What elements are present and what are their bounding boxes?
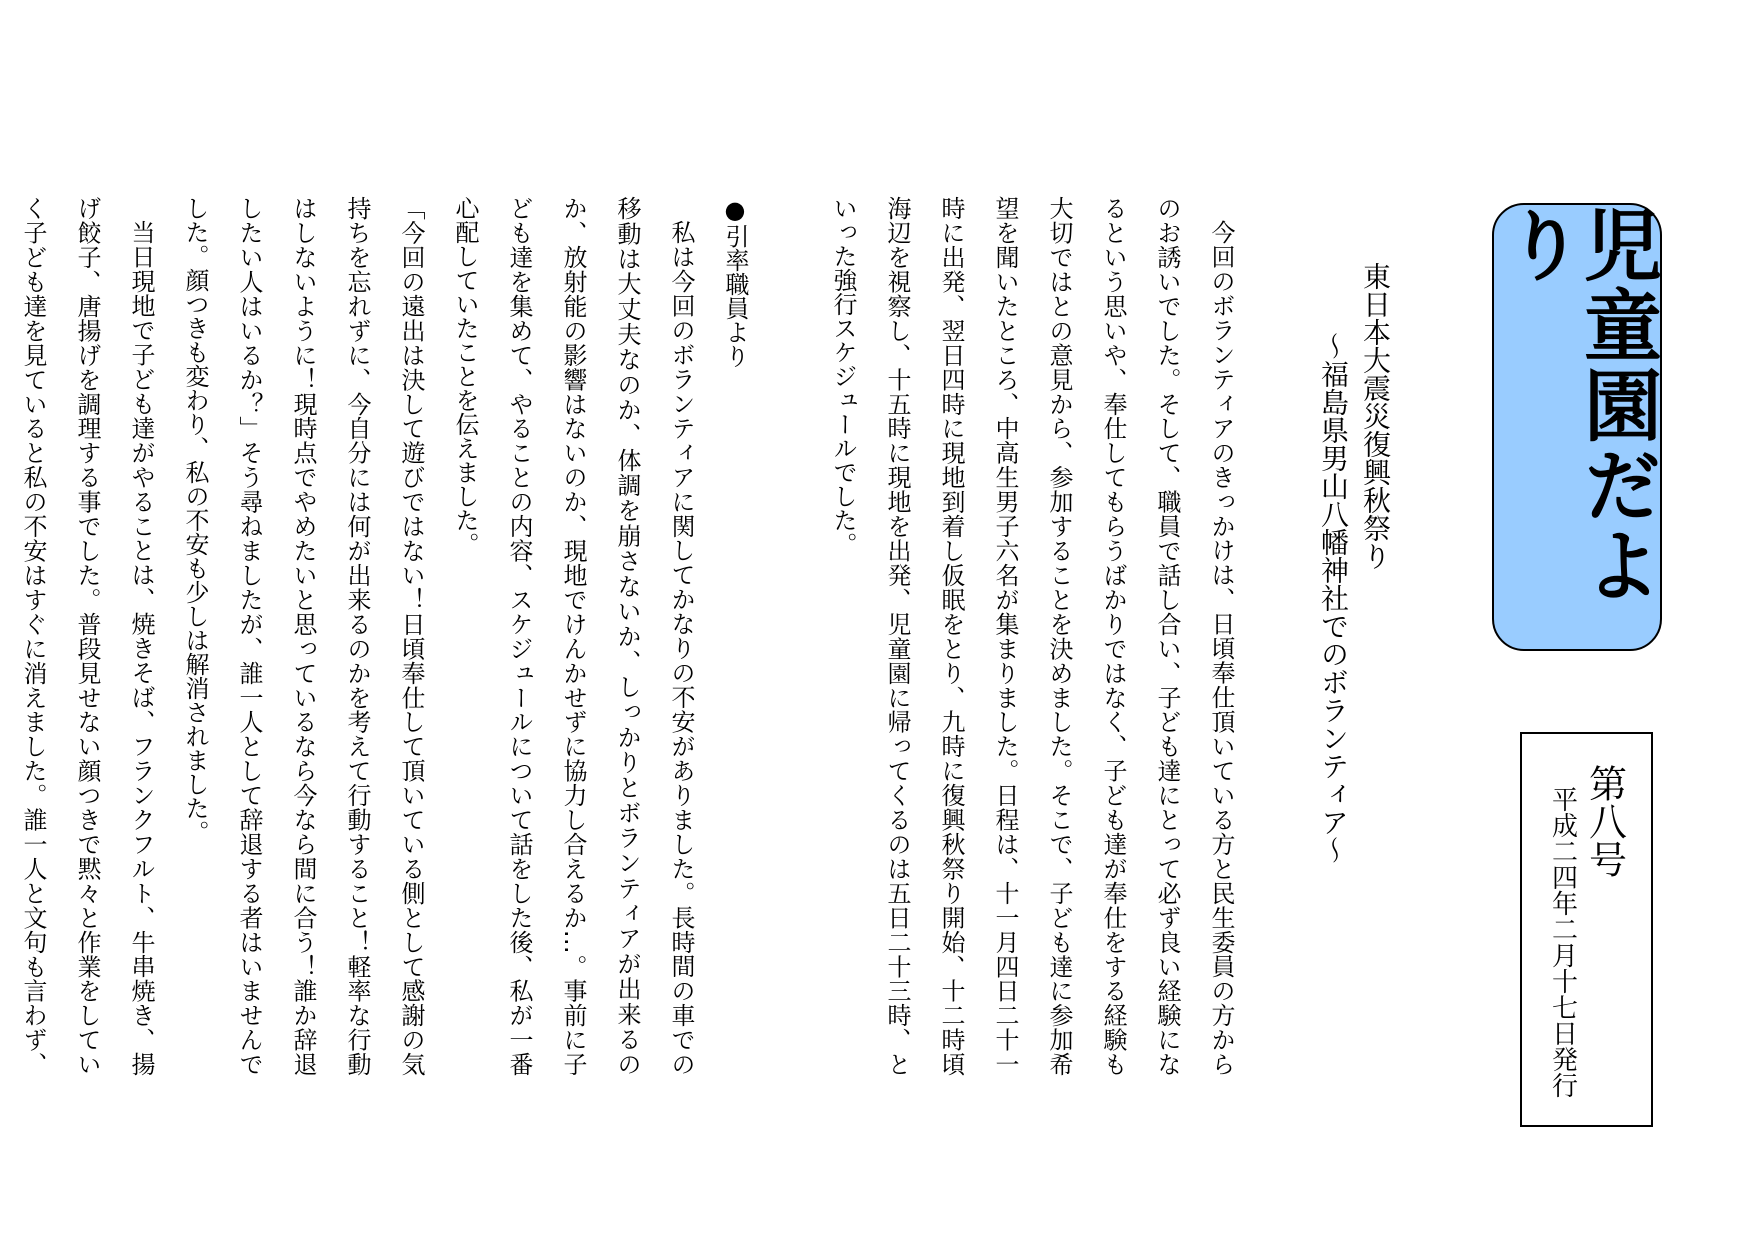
article-heading-main: 東日本大震災復興秋祭り xyxy=(1359,262,1392,570)
title-badge xyxy=(1492,203,1662,651)
article-heading-sub: 〜福島県男山八幡神社でのボランティア〜 xyxy=(1317,332,1350,864)
issue-number: 第八号 xyxy=(1582,764,1627,878)
article-heading xyxy=(1312,262,1396,962)
issue-box xyxy=(1520,732,1653,1127)
intro-paragraph: 今回のボランティアのきっかけは、日頃奉仕頂いている方と民生委員の方からのお誘いでした。そして、職員で話し合い、子ども達にとって必ず良い経験になるという思いや、奉仕してもらうばかりではなく、子ども達が奉仕をする経験も大切ではとの意見から、参加することを決めました。そこで、子ども達に参加希望を聞いたところ、中高生男子六名が集まりました。日程は、十一月四日二十一時に出発、翌日四時に現地到着し仮眠をとり、九時に復興秋祭り開始、十二時頃海辺を視察し、十五時に現地を出発、児童園に帰ってくるのは五日二十三時、といった強行スケジュールでした。 xyxy=(829,196,1235,1077)
paragraph-spacer xyxy=(762,196,816,1076)
article-body xyxy=(0,196,1248,1076)
newsletter-title: 児童園だより xyxy=(1493,205,1661,605)
issue-date: 平成二四年二月十七日発行 xyxy=(1547,786,1578,1098)
body-paragraph: 私は今回のボランティアに関してかなりの不安がありました。長時間の車での移動は大丈夫なのか、体調を崩さないか、しっかりとボランティアが出来るのか、放射能の影響はないのか、現地でけんかせずに協力し合えるか…。事前に子ども達を集めて、やることの内容、スケジュールについて話をした後、私が一番心配していたことを伝えました。 xyxy=(451,196,695,1076)
section-heading: ●引率職員より xyxy=(721,196,749,368)
body-paragraph: 当日現地で子ども達がやることは、焼きそば、フランクフルト、牛串焼き、揚げ餃子、唐揚げを調理する事でした。普段見せない顔つきで黙々と作業をしていく子ども達を見ていると私の不安はすぐに消えました。誰一人と文句も言わず、 xyxy=(19,196,155,1076)
body-paragraph: 「今回の遠出は決して遊びではない！日頃奉仕して頂いている側として感謝の気持ちを忘れずに、今自分には何が出来るのかを考えて行動すること！軽率な行動はしないように！現時点でやめたいと思っているなら今なら間に合う！誰か辞退したい人はいるか？」そう尋ねましたが、誰一人として辞退する者はいませんでした。顔つきも変わり、私の不安も少しは解消されました。 xyxy=(181,196,425,1077)
